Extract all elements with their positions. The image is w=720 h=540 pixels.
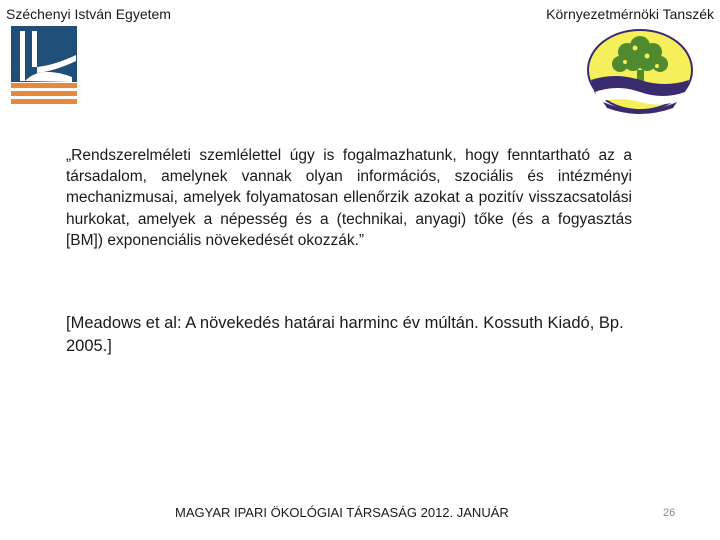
page-number: 26 [663,507,676,519]
slide-reference: [Meadows et al: A növekedés határai harminc év múltán. Kossuth Kiadó, Bp. 2005.] [66,314,624,355]
footer-text: MAGYAR IPARI ÖKOLÓGIAI TÁRSASÁG 2012. JANUÁR [175,505,509,520]
slide-quote: „Rendszerelméleti szemlélettel úgy is fogalmazhatunk, hogy fenntartható az a társadalom, amelynek vannak olyan információs, szociális és intézményi mechanizmusai, amelyek folyamatosan ellenőrzik azokat a pozitív visszacsatolási hurkokat, amelyek a népesség és a (technikai, anyagi) tőke (és a fogyasztás [BM]) exponenciális növekedését okozzák.” [66,147,632,249]
header-university-name: Széchenyi István Egyetem [6,6,171,22]
tree-globe-logo-icon [585,22,695,114]
university-logo-icon [10,25,78,109]
header-department-name: Környezetmérnöki Tanszék [546,6,714,22]
